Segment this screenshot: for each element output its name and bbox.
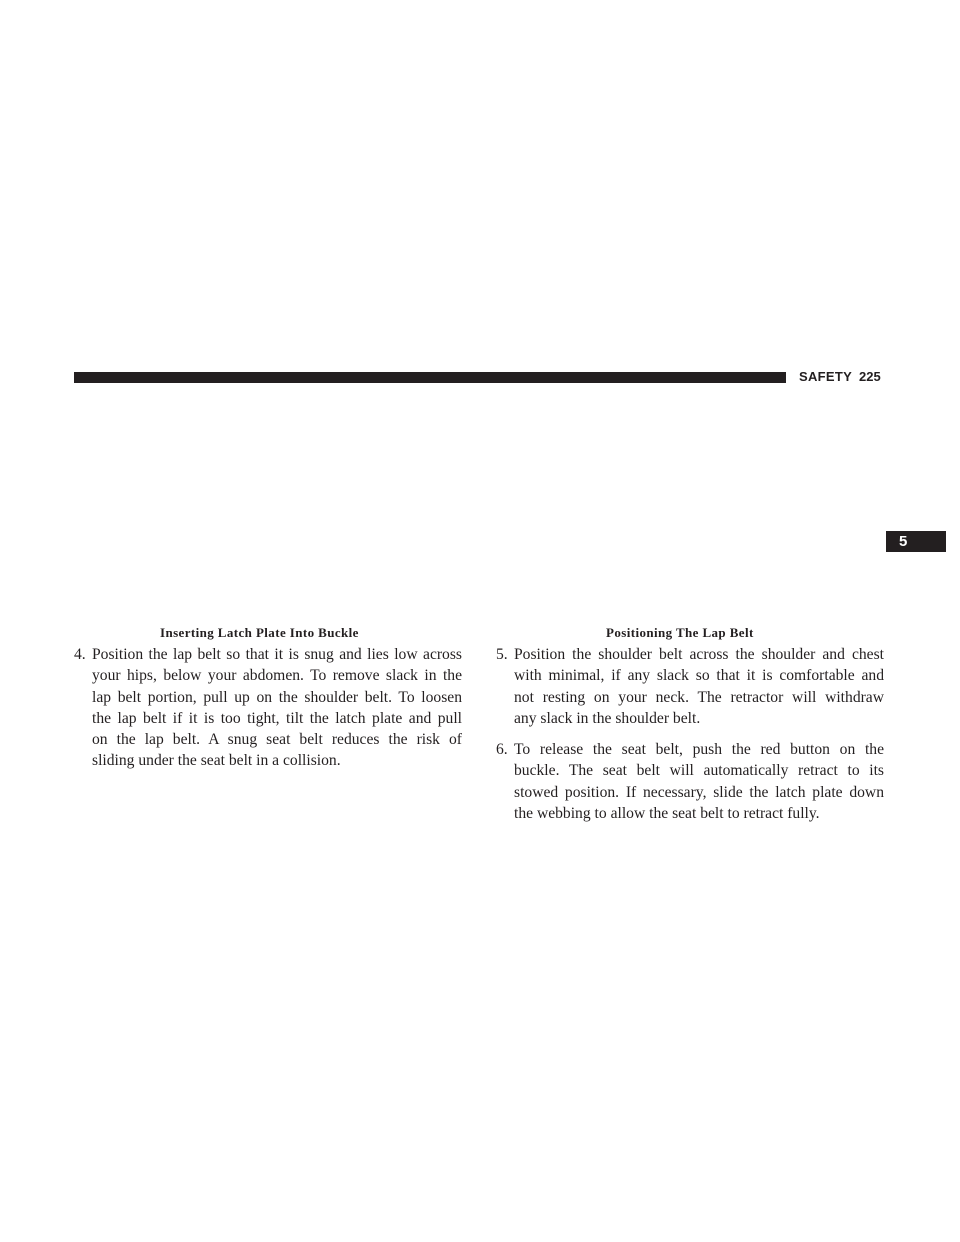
chapter-tab[interactable] xyxy=(886,531,946,552)
step-line: stowed position. If necessary, slide the latch plate down xyxy=(514,783,884,801)
left-column xyxy=(74,644,462,782)
step-line: buckle. The seat belt will automatically retract to its xyxy=(514,762,884,780)
step-line: sliding under the seat belt in a collision. xyxy=(92,752,341,770)
step-line: your hips, below your abdomen. To remove slack in the xyxy=(92,667,462,685)
step-6 xyxy=(496,739,884,824)
step-line: on the lap belt. A snug seat belt reduces the risk of xyxy=(92,731,462,749)
step-line: the lap belt if it is too tight, tilt the latch plate and pull xyxy=(92,709,462,727)
page-number: 225 xyxy=(859,369,881,384)
step-number: 5. xyxy=(496,646,508,663)
step-line: with minimal, if any slack so that it is comfortable and xyxy=(514,667,884,685)
figure-caption-latch-plate: Inserting Latch Plate Into Buckle xyxy=(160,625,359,640)
step-number: 4. xyxy=(74,646,86,663)
header-rule xyxy=(74,372,786,383)
section-title: SAFETY xyxy=(799,369,853,384)
step-text xyxy=(92,644,462,772)
step-line: any slack in the shoulder belt. xyxy=(514,709,701,727)
step-4 xyxy=(74,644,462,772)
step-number: 6. xyxy=(496,741,508,759)
step-text xyxy=(514,644,884,729)
step-text xyxy=(514,739,884,824)
step-line: lap belt portion, pull up on the shoulder belt. To loosen xyxy=(92,688,462,706)
step-line: not resting on your neck. The retractor will withdraw xyxy=(514,688,884,706)
chapter-tab-label: 5 xyxy=(899,533,908,550)
step-line: Position the shoulder belt across the shoulder and chest xyxy=(514,646,884,663)
step-line: the webbing to allow the seat belt to retract fully. xyxy=(514,805,820,823)
step-line: Position the lap belt so that it is snug and lies low across xyxy=(92,646,462,663)
step-line: To release the seat belt, push the red button on the xyxy=(514,741,884,759)
step-5 xyxy=(496,644,884,729)
right-column xyxy=(496,644,884,834)
figure-caption-lap-belt: Positioning The Lap Belt xyxy=(606,625,754,640)
